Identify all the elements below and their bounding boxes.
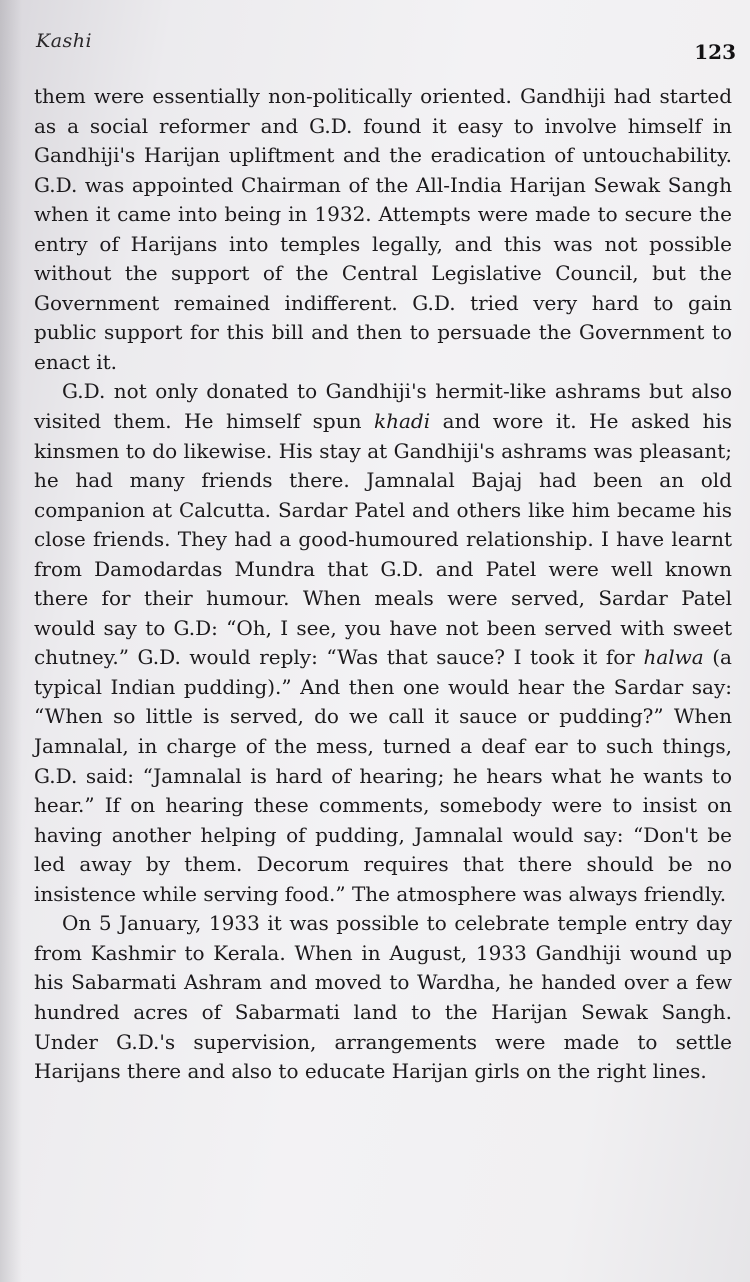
paragraph-2-part-2: and wore it. He asked his kinsmen to do likewise. His stay at Gandhiji's ashrams was pleasant; he had many friends there. Jamnalal Bajaj had been an old companion at Calcutta. Sardar Patel and others like him became his close friends. They had a good-humoured relationship. I have learnt from Damodardas Mundra that G.D. and Patel were well known there for their humour. When meals were served, Sardar Patel would say to G.D: “Oh, I see, you have not been served with sweet chutney.” G.D. would reply: “Was that sauce? I took it for xyxy=(34,409,733,670)
italic-term-khadi: khadi xyxy=(374,409,431,434)
paragraph-3: On 5 January, 1933 it was possible to celebrate temple entry day from Kashmir to Kerala. When in August, 1933 Gandhiji wound up his Sabarmati Ashram and moved to Wardha, he handed over a few hundred acres of Sabarmati land to the Harijan Sewak Sangh. Under G.D.'s supervision, arrangements were made to settle Harijans there and also to educate Harijan girls on the right lines. xyxy=(34,911,732,1084)
binding-shadow xyxy=(0,0,22,1282)
paragraph-1: them were essentially non-politically oriented. Gandhiji had started as a social reformer and G.D. found it easy to involve himself in Gandhiji's Harijan upliftment and the eradication of untouchability. G.D. was appointed Chairman of the All-India Harijan Sewak Sangh when it came into being in 1932. Attempts were made to secure the entry of Harijans into temples legally, and this was not possible without the support of the Central Legislative Council, but the Government remained indifferent. G.D. tried very hard to gain public support for this bill and then to persuade the Government to enact it. xyxy=(34,84,732,374)
page-number: 123 xyxy=(694,40,736,64)
paragraph-2-part-1: G.D. not only donated to Gandhiji's hermit-like ashrams but also visited them. He himself spun xyxy=(34,379,732,434)
running-head: Kashi xyxy=(36,30,93,52)
italic-term-halwa: halwa xyxy=(643,645,704,670)
paragraph-2-part-3: (a typical Indian pudding).” And then one would hear the Sardar say: “When so little is served, do we call it sauce or pudding?” When Jamnalal, in charge of the mess, turned a deaf ear to such things, G.D. said: “Jamnalal is hard of hearing; he hears what he wants to hear.” If on hearing these comments, somebody were to insist on having another helping of pudding, Jamnalal would say: “Don't be led away by them. Decorum requires that there should be no insistence while serving food.” The atmosphere was always friendly. xyxy=(34,645,732,906)
paragraph-2 xyxy=(34,377,732,909)
body-text xyxy=(34,82,732,1087)
